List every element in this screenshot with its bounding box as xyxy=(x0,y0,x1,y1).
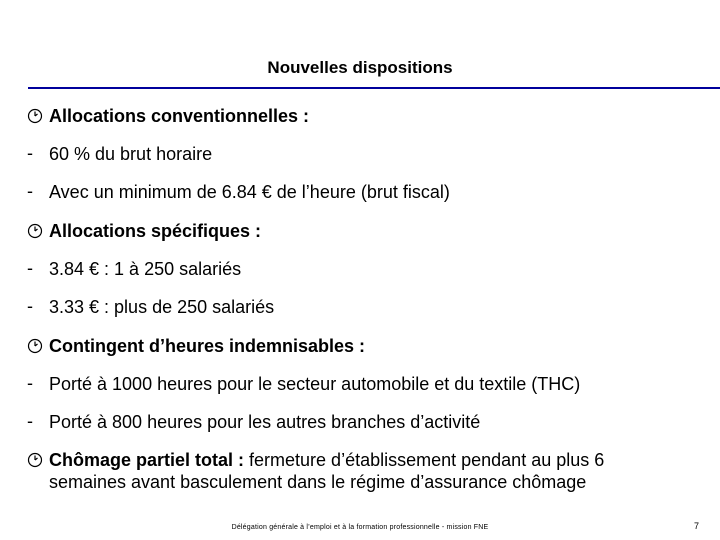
title-divider xyxy=(28,87,720,89)
bullet-text xyxy=(49,449,709,493)
dash-marker: - xyxy=(27,143,33,163)
bullet-text-normal: fermeture d’établissement pendant au plus 6 xyxy=(244,450,605,470)
dash-text: Porté à 800 heures pour les autres branches d’activité xyxy=(49,412,481,432)
bullet-text-bold: Chômage partiel total : xyxy=(49,450,245,470)
dash-text: Avec un minimum de 6.84 € de l’heure (brut fiscal) xyxy=(49,182,450,202)
dash-marker: - xyxy=(27,411,33,431)
dash-marker: - xyxy=(27,296,33,316)
slide-footer: Délégation générale à l’emploi et à la formation professionnelle - mission FNE xyxy=(231,524,489,531)
slide-title: Nouvelles dispositions xyxy=(267,58,453,77)
clock-bullet-icon xyxy=(27,452,43,468)
clock-bullet-icon xyxy=(27,108,43,124)
bullet-text: Allocations conventionnelles : xyxy=(49,106,310,126)
dash-marker: - xyxy=(27,181,33,201)
dash-marker: - xyxy=(27,373,33,393)
bullet-text: Contingent d’heures indemnisables : xyxy=(49,336,366,356)
page-number: 7 xyxy=(694,521,700,531)
clock-bullet-icon xyxy=(27,223,43,239)
dash-text: 3.33 € : plus de 250 salariés xyxy=(49,297,275,317)
dash-marker: - xyxy=(27,258,33,278)
bullet-text-continuation: semaines avant basculement dans le régime d’assurance chômage xyxy=(49,472,587,492)
dash-text: 3.84 € : 1 à 250 salariés xyxy=(49,259,242,279)
bullet-text: Allocations spécifiques : xyxy=(49,221,262,241)
dash-text: Porté à 1000 heures pour le secteur automobile et du textile (THC) xyxy=(49,374,581,394)
dash-text: 60 % du brut horaire xyxy=(49,144,213,164)
clock-bullet-icon xyxy=(27,338,43,354)
